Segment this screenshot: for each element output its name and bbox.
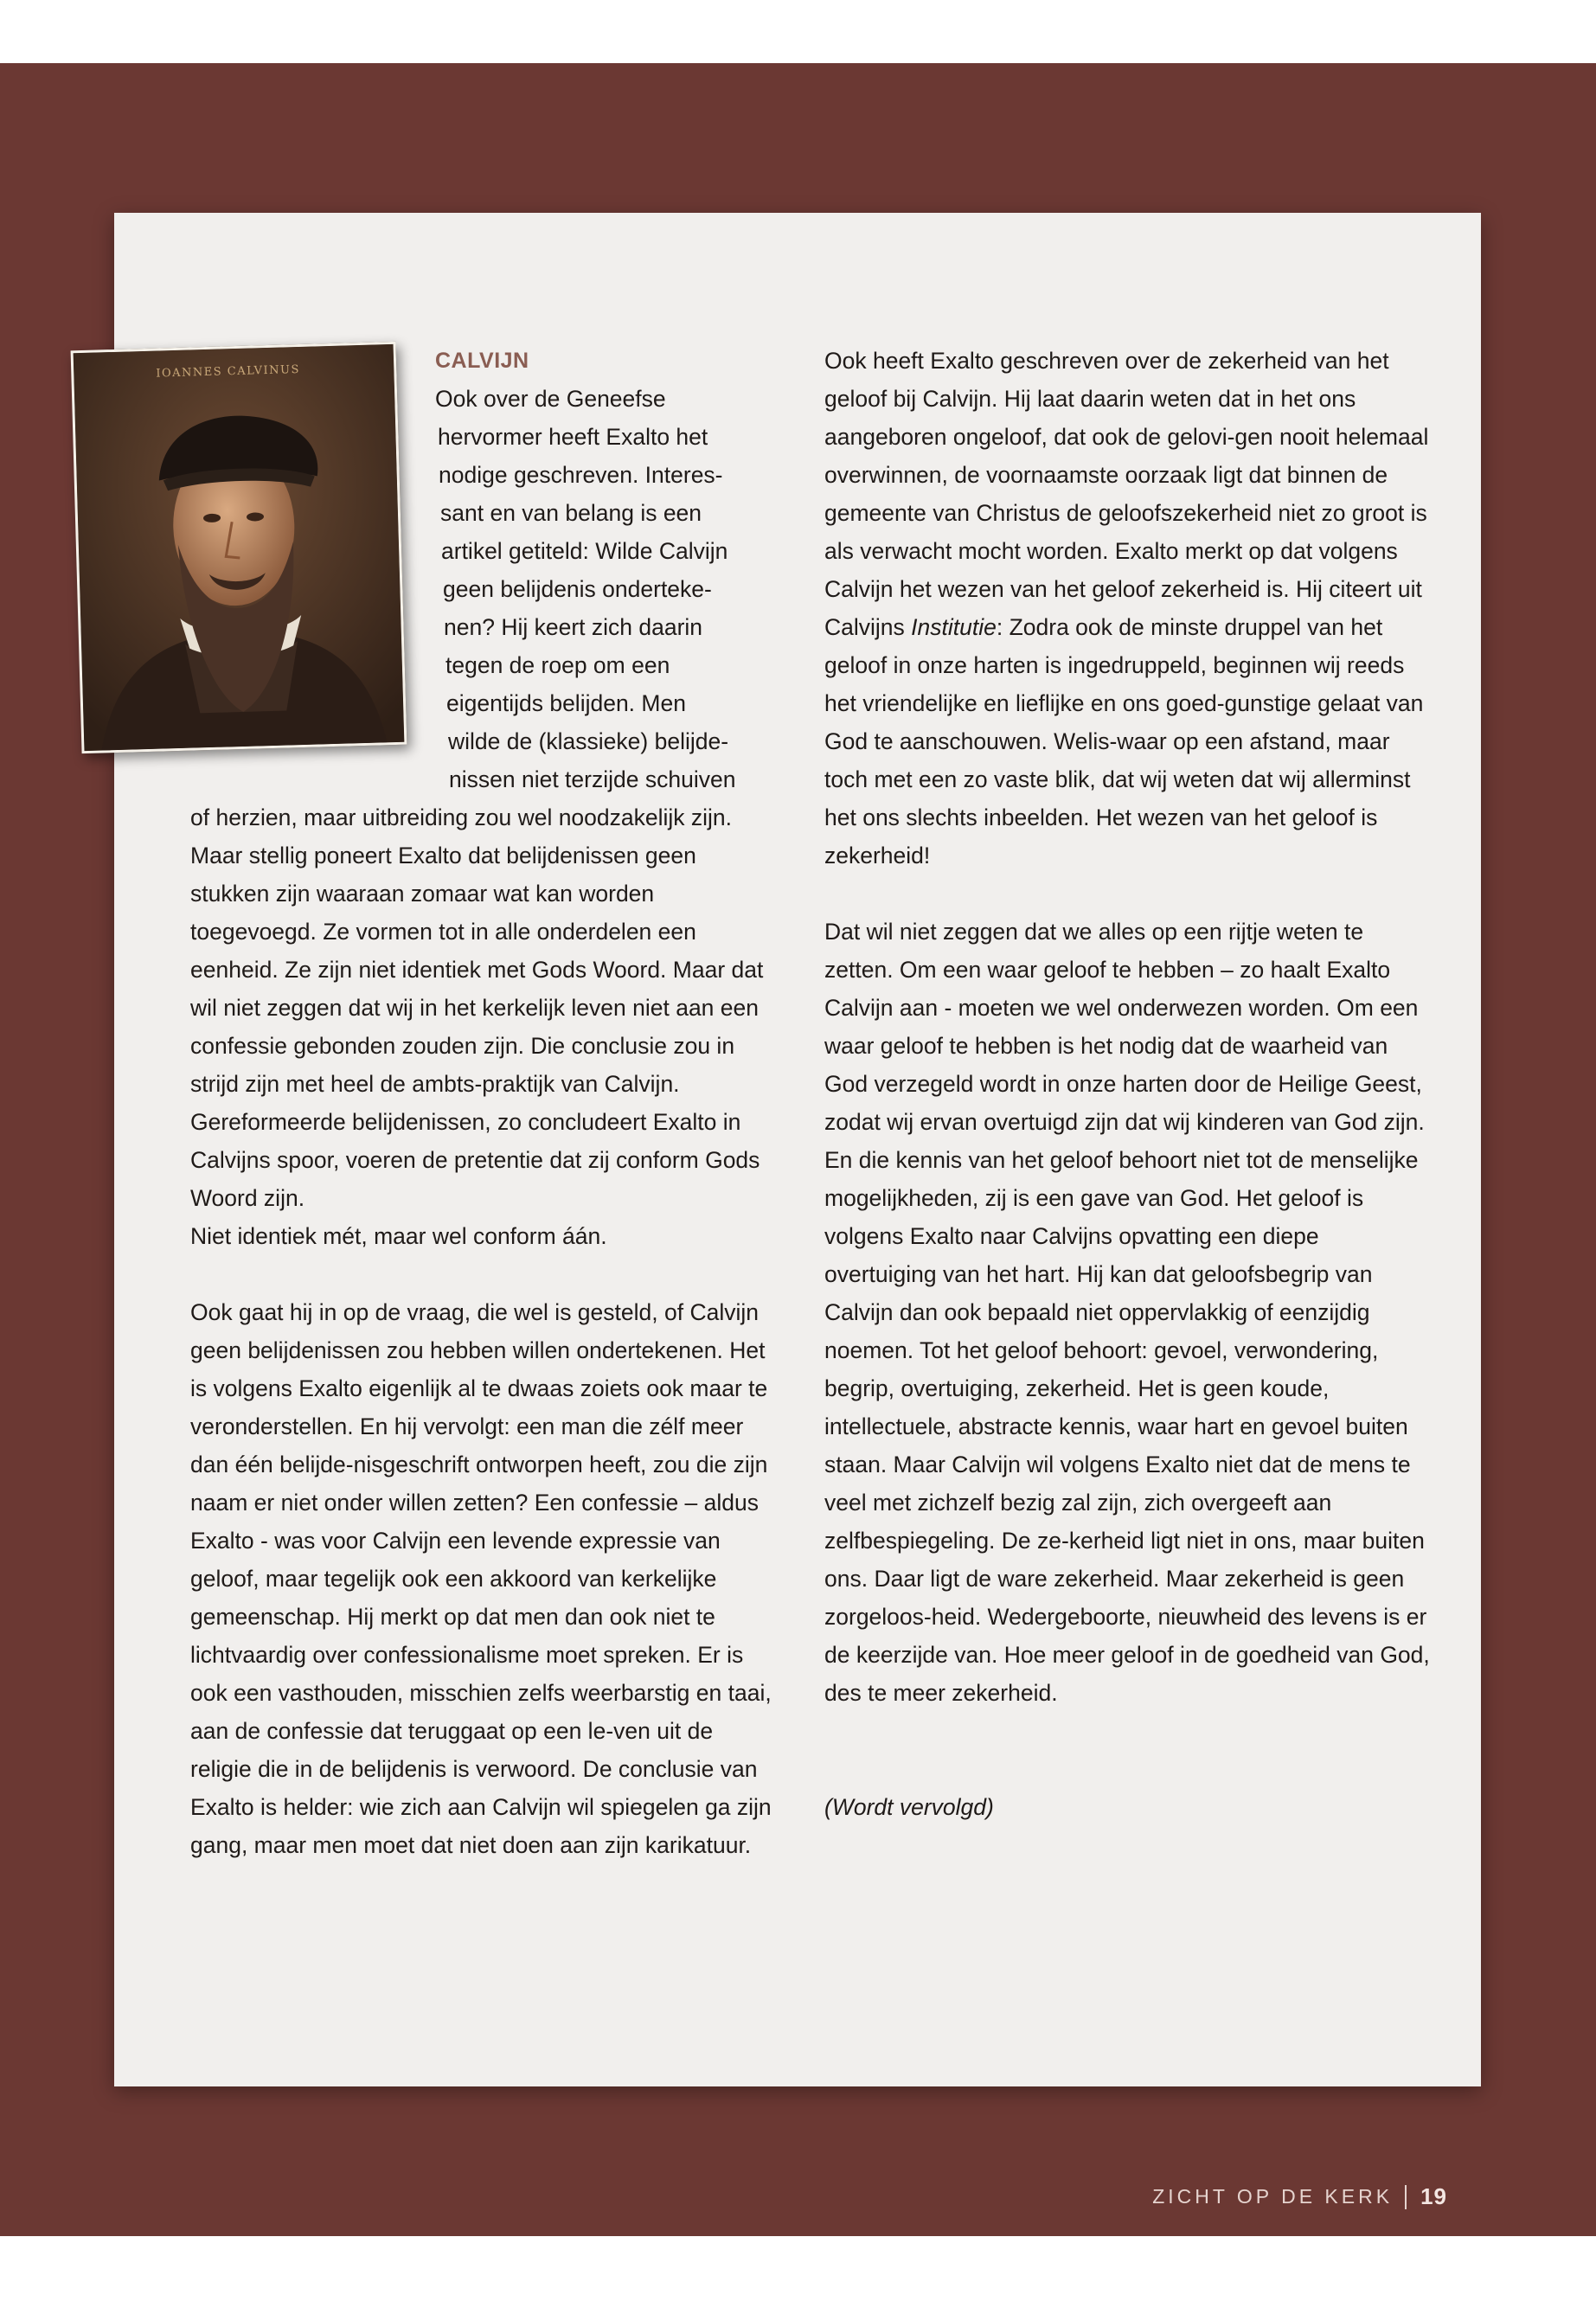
book-title: Institutie	[911, 614, 997, 640]
wrapped-line: nodige geschreven. Interes-	[439, 462, 723, 488]
paragraph	[824, 342, 1430, 875]
left-column	[190, 342, 779, 1864]
wrapped-line: geen belijdenis onderteke-	[443, 576, 712, 602]
wrapped-line: tegen de roep om een	[445, 652, 670, 678]
wrapped-line: nen? Hij keert zich daarin	[444, 614, 703, 640]
paragraph: Dat wil niet zeggen dat we alles op een rijtje weten te zetten. Om een waar geloof te hebben – zo haalt Exalto Calvijn aan - moeten we wel onderwezen worden. Om een waar geloof te hebben is het nodig dat de waarheid van God verzegeld wordt in onze harten door de Heilige Geest, zodat wij ervan overtuigd zijn dat wij kinderen van God zijn. En die kennis van het geloof behoort niet tot de menselijke mogelijkheden, zij is een gave van God. Het geloof is volgens Exalto naar Calvijns opvatting een diepe overtuiging van het hart. Hij kan dat geloofsbegrip van Calvijn dan ook bepaald niet oppervlakkig of eenzijdig noemen. Tot het geloof behoort: gevoel, verwondering, begrip, overtuiging, zekerheid. Het is geen koude, intellectuele, abstracte kennis, waar hart en gevoel buiten staan. Maar Calvijn wil volgens Exalto niet dat de mens te veel met zichzelf bezig zal zijn, zich overgeeft aan zelfbespiegeling. De ze-kerheid ligt niet in ons, maar buiten ons. Daar ligt de ware zekerheid. Maar zekerheid is geen zorgeloos-heid. Wedergeboorte, nieuwheid des levens is er de keerzijde van. Hoe meer geloof in de goedheid van God, des te meer zekerheid.	[824, 919, 1430, 1706]
wrapped-line: hervormer heeft Exalto het	[438, 424, 708, 450]
wrapped-line: eigentijds belijden. Men	[446, 690, 686, 716]
continued-note-text: (Wordt vervolgd)	[824, 1794, 994, 1820]
page-number: 19	[1420, 2183, 1447, 2209]
paragraph: Ook gaat hij in op de vraag, die wel is gesteld, of Calvijn geen belijdenissen zou hebben willen ondertekenen. Het is volgens Exalto eigenlijk al te dwaas zoiets ook maar te veronderstellen. En hij vervolgt: een man die zélf meer dan één belijde-nisgeschrift ontworpen heeft, zou die zijn naam er niet onder willen zetten? Een confessie – aldus Exalto - was voor Calvijn een levende expressie van geloof, maar tegelijk ook een akkoord van kerkelijke gemeenschap. Hij merkt op dat men dan ook niet te lichtvaardig over confessionalisme moet spreken. Er is ook een vasthouden, misschien zelfs weerbarstig en taai, aan de confessie dat teruggaat op een le-ven uit de religie die in de belijdenis is verwoord. De conclusie van Exalto is helder: wie zich aan Calvijn wil spiegelen ga zijn gang, maar men moet dat niet doen aan zijn karikatuur.	[190, 1299, 772, 1858]
paragraph: of herzien, maar uitbreiding zou wel noodzakelijk zijn. Maar stellig poneert Exalto dat belijdenissen geen stukken zijn waaraan zomaar wat kan worden toegevoegd. Ze vormen tot in alle onderdelen een eenheid. Ze zijn niet identiek met Gods Woord. Maar dat wil niet zeggen dat wij in het kerkelijk leven niet aan een confessie gebonden zouden zijn. Die conclusie zou in strijd zijn met heel de ambts-praktijk van Calvijn. Gereformeerde belijdenissen, zo concludeert Exalto in Calvijns spoor, voeren de pretentie dat zij conform Gods Woord zijn.	[190, 804, 764, 1211]
right-column	[824, 342, 1430, 1826]
wrapped-line: wilde de (klassieke) belijde-	[448, 728, 729, 754]
publication-name: ZICHT OP DE KERK	[1152, 2185, 1394, 2208]
wrapped-line: Ook over de Geneefse	[435, 386, 666, 412]
wrapped-line: nissen niet terzijde schuiven	[449, 766, 736, 792]
paragraph-text: : Zodra ook de minste druppel van het geloof in onze harten is ingedruppeld, beginnen wij reeds het vriendelijke en lieflijke en ons goed-gunstige gelaat van God te aanschouwen. Welis-waar op een afstand, maar toch met een zo vaste blik, dat wij weten dat wij allerminst het ons slechts inbeelden. Het wezen van het geloof is zekerheid!	[824, 614, 1424, 868]
paragraph-text: Ook heeft Exalto geschreven over de zekerheid van het geloof bij Calvijn. Hij laat daarin weten dat in het ons aangeboren ongeloof, dat ook de gelovi-gen nooit helemaal overwinnen, de voornaamste oorzaak ligt dat binnen de gemeente van Christus de geloofszekerheid niet zo groot is als verwacht mocht worden. Exalto merkt op dat volgens Calvijn het wezen van het geloof zekerheid is. Hij citeert uit Calvijns	[824, 348, 1429, 640]
page-footer	[1152, 2183, 1447, 2210]
continued-note	[824, 1788, 1430, 1826]
wrapped-line: sant en van belang is een	[440, 500, 702, 526]
footer-divider	[1405, 2185, 1407, 2209]
paragraph-closing-line: Niet identiek mét, maar wel conform áán.	[190, 1223, 607, 1249]
section-heading: CALVIJN	[435, 349, 529, 373]
portrait-caption: IOANNES CALVINUS	[156, 362, 301, 381]
wrapped-line: artikel getiteld: Wilde Calvijn	[441, 538, 728, 564]
